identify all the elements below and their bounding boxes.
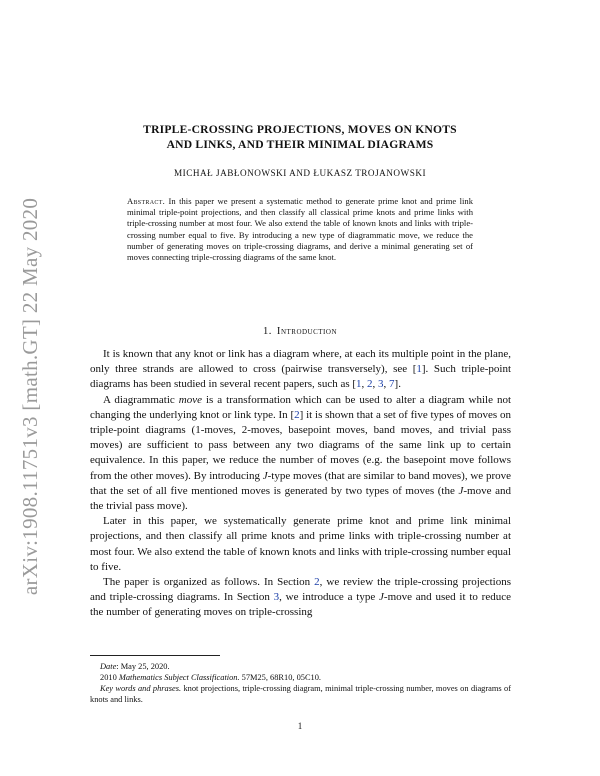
- author-list: MICHAŁ JABŁONOWSKI AND ŁUKASZ TROJANOWSKI: [173, 168, 427, 178]
- paragraph-4: [90, 575, 511, 621]
- text-run: ] it is shown that a set of five types of moves on triple-point diagrams (1-moves, 2-moves, basepoint moves, band moves, and trivial pass moves) are sufficient to pass between any two diagrams of the same link up to certain equivalence. In this paper, we reduce the number of moves (e.g. the basepoint move follows from the other moves). By introducing: [90, 408, 511, 482]
- section-link[interactable]: 3: [273, 591, 280, 604]
- footnote-value: knot projections, triple-crossing diagram, minimal triple-crossing number, moves on diagrams of knots and links.: [90, 684, 512, 704]
- text-run: -type moves (that are similar to band moves), we prove that the set of all five mentioned moves is generated by two types of moves (the: [90, 469, 511, 497]
- footnotes: [90, 661, 511, 705]
- footnote-label: Mathematics Subject Classification.: [118, 673, 240, 682]
- section-heading: [100, 326, 500, 337]
- footnote-label: Date: [100, 662, 117, 671]
- citation-link[interactable]: 2: [294, 408, 300, 421]
- paragraph-1: [90, 347, 511, 393]
- abstract: [127, 196, 473, 263]
- citation-link[interactable]: 3: [378, 378, 384, 391]
- citation-link[interactable]: 1: [356, 378, 362, 391]
- footnote-value: : May 25, 2020.: [116, 662, 170, 671]
- math-symbol: J: [379, 591, 384, 604]
- title-line-1: TRIPLE-CROSSING PROJECTIONS, MOVES ON KNOTS: [143, 123, 457, 136]
- text-run: The paper is organized as follows. In Section: [103, 576, 315, 589]
- footnote-msc: [90, 672, 511, 683]
- text-run: A diagrammatic: [103, 393, 179, 406]
- text-run: ,: [383, 378, 390, 391]
- title-line-2: AND LINKS, AND THEIR MINIMAL DIAGRAMS: [166, 138, 434, 151]
- emphasis: move: [178, 393, 202, 406]
- section-number: 1.: [262, 326, 272, 337]
- text-run: , we introduce a type: [279, 591, 380, 604]
- footnote-keywords: [90, 683, 511, 705]
- footnote-prefix: 2010: [100, 673, 119, 682]
- footnote-divider: [90, 655, 220, 656]
- section-link[interactable]: 2: [314, 576, 320, 589]
- text-run: , we review the triple-crossing projections and triple-crossing diagrams. In Section: [90, 576, 511, 604]
- paper-title: [100, 122, 500, 152]
- text-run: ,: [372, 378, 379, 391]
- page-number: 1: [297, 721, 303, 731]
- section-name: Introduction: [276, 326, 338, 337]
- abstract-text: In this paper we present a systematic method to generate prime knot and prime link minimal triple-point projections, and then classify all classical prime knots and prime links with triple-crossing number at most four. We also extend the table of known knots and links with triple-crossing number equal to five. By introducing a new type of diagrammatic move, we reduce the number of generating moves on triple-crossing diagrams, and derive a minimal generating set of moves connecting triple-crossing diagrams of the same knot.: [127, 196, 473, 263]
- citation-link[interactable]: 7: [389, 378, 395, 391]
- citation-link[interactable]: 1: [416, 363, 422, 376]
- text-run: -move and the trivial pass move).: [90, 484, 512, 513]
- footnote-label: Key words and phrases.: [100, 684, 182, 693]
- text-run: ,: [361, 378, 368, 391]
- text-run: ]. Such triple-point diagrams has been studied in several recent papers, such as [: [90, 363, 512, 391]
- abstract-label: Abstract.: [127, 196, 166, 206]
- text-run: is a transformation which can be used to alter a diagram while not changing the underlying knot or link type. In [: [90, 393, 511, 421]
- math-symbol: J: [458, 484, 464, 497]
- footnote-date: [90, 661, 511, 672]
- math-symbol: J: [262, 469, 268, 482]
- paragraph-2: [90, 393, 511, 515]
- arxiv-side-stamp: [14, 186, 48, 606]
- paragraph-3: Later in this paper, we systematically generate prime knot and prime link minimal projections, and then classify all prime knots and prime links with triple-crossing number at most four. We also extend the table of known knots and links with triple-crossing number equal to five.: [90, 515, 511, 573]
- text-run: ].: [394, 378, 401, 391]
- text-run: -move and used it to reduce the number of generating moves on triple-crossing: [90, 591, 511, 619]
- body-text: [90, 347, 511, 621]
- arxiv-identifier: arXiv:1908.11751v3 [math.GT] 22 May 2020: [18, 197, 43, 595]
- citation-link[interactable]: 2: [367, 378, 373, 391]
- text-run: It is known that any knot or link has a diagram where, at each its multiple point in the plane, only three strands are allowed to cross (pairwise transversely), see [: [90, 348, 511, 376]
- footnote-value: 57M25, 68R10, 05C10.: [239, 673, 322, 682]
